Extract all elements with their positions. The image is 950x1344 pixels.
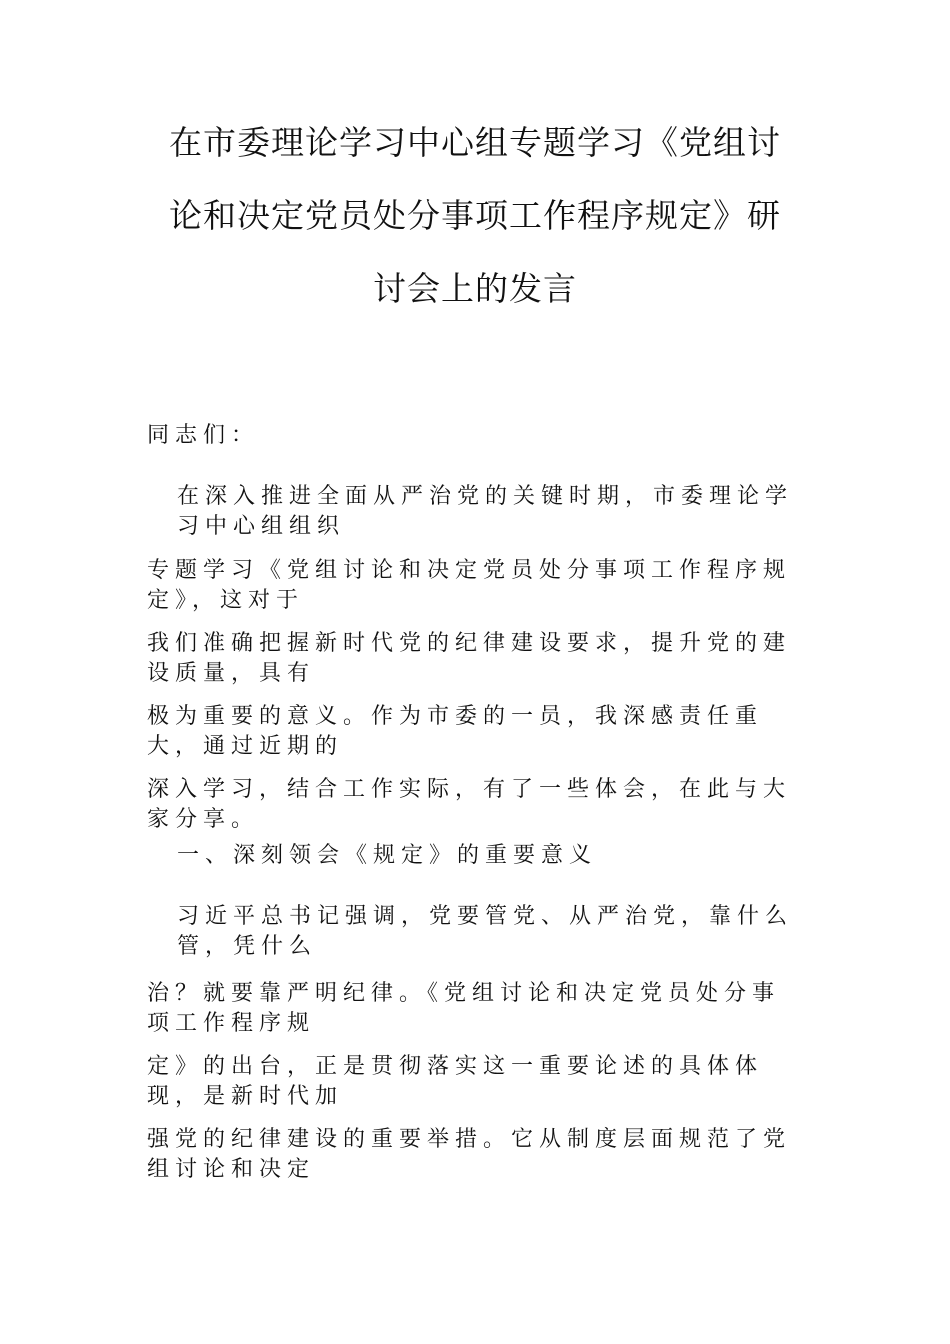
salutation: 同志们： — [147, 423, 260, 448]
paragraph-line: 治？就要靠严明纪律。《党组讨论和决定党员处分事项工作程序规 — [147, 981, 781, 1036]
section-heading: 一、深刻领会《规定》的重要意义 — [177, 843, 598, 868]
paragraph-line: 习近平总书记强调，党要管党、从严治党，靠什么管，凭什么 — [177, 904, 794, 959]
title-line-1: 在市委理论学习中心组专题学习《党组讨 — [169, 123, 781, 162]
paragraph-line: 强党的纪律建设的重要举措。它从制度层面规范了党组讨论和决定 — [147, 1127, 792, 1182]
paragraph-line: 在深入推进全面从严治党的关键时期，市委理论学习中心组组织 — [177, 484, 794, 539]
paragraph-line: 专题学习《党组讨论和决定党员处分事项工作程序规定》，这对于 — [147, 558, 792, 613]
paragraph-line: 极为重要的意义。作为市委的一员，我深感责任重大，通过近期的 — [147, 704, 764, 759]
paragraph-line: 深入学习，结合工作实际，有了一些体会，在此与大家分享。 — [147, 777, 792, 832]
title-line-2: 论和决定党员处分事项工作程序规定》研 — [169, 196, 781, 235]
title-line-3: 讨会上的发言 — [373, 269, 577, 308]
paragraph-line: 定》的出台，正是贯彻落实这一重要论述的具体体现，是新时代加 — [147, 1054, 764, 1109]
paragraph-line: 我们准确把握新时代党的纪律建设要求，提升党的建设质量，具有 — [147, 631, 792, 686]
